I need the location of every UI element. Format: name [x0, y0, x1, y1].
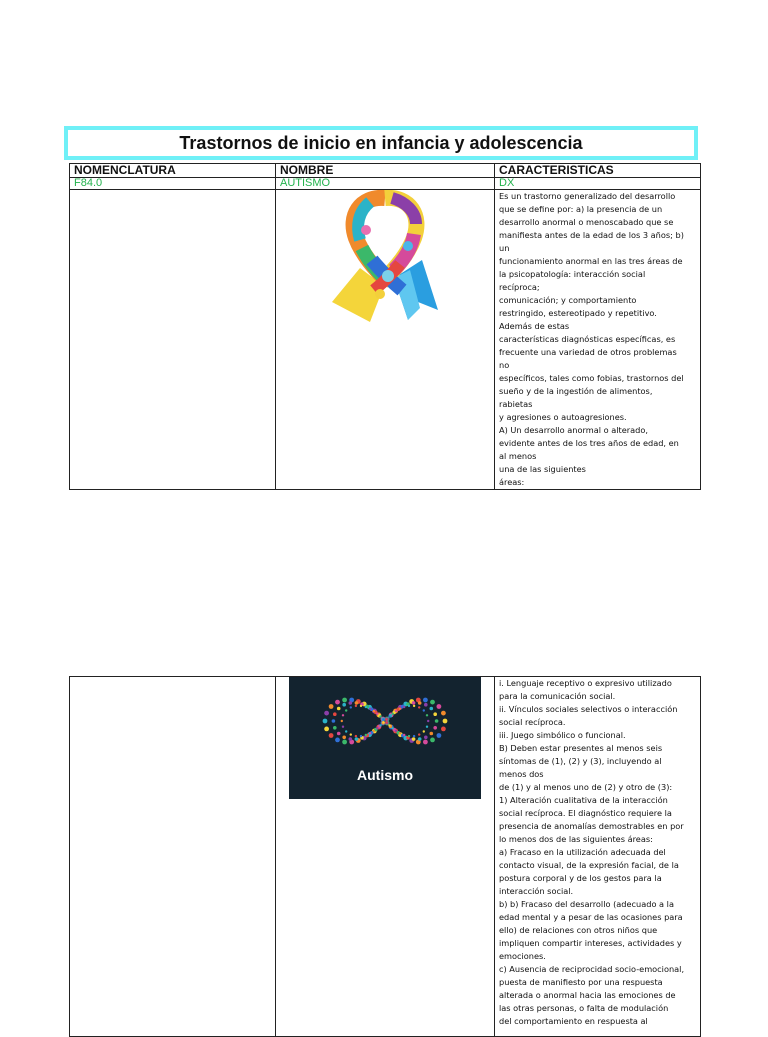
disorders-table-continued [69, 676, 701, 1037]
title-band [64, 126, 698, 160]
description-line: edad mental y a pesar de las ocasiones para [499, 912, 683, 922]
description-line: b) b) Fracaso del desarrollo (adecuado a la [499, 899, 674, 909]
description-line: al menos [499, 451, 537, 461]
description-line: social recíproca. El diagnóstico requiere la [499, 808, 672, 818]
description-line: rabietas [499, 399, 533, 409]
description-line: interacción social. [499, 886, 574, 896]
infinity-dots-icon [289, 677, 481, 757]
name-cell: AUTISMO [276, 178, 495, 190]
description-line: la psicopatología: interacción social [499, 269, 646, 279]
description-line: un [499, 243, 510, 253]
description-line: características diagnósticas específicas, es [499, 334, 676, 344]
description-line: que se define por: a) la presencia de un [499, 204, 663, 214]
header-row [70, 164, 701, 178]
description-cell [495, 190, 701, 490]
page-title: Trastornos de inicio en infancia y adolescencia [68, 130, 694, 156]
description-line: puesta de manifiesto por una respuesta [499, 977, 663, 987]
dx-cell: DX [495, 178, 701, 190]
description-cell [495, 677, 701, 1037]
description-line: social recíproca. [499, 717, 566, 727]
header-nombre: NOMBRE [276, 164, 495, 178]
description-line: impliquen compartir intereses, actividades y [499, 938, 682, 948]
empty-cell [70, 677, 276, 1037]
description-line: específicos, tales como fobias, trastornos del [499, 373, 684, 383]
ribbon-image-cell [276, 190, 495, 490]
description-line: postura corporal y de los gestos para la [499, 873, 662, 883]
table-row [70, 677, 701, 1037]
description-line: funcionamiento anormal en las tres áreas de [499, 256, 683, 266]
infinity-image [289, 677, 481, 799]
description-line: una de las siguientes [499, 464, 586, 474]
description-line: i. Lenguaje receptivo o expresivo utilizado [499, 678, 672, 688]
description-line: frecuente una variedad de otros problemas [499, 347, 677, 357]
description-line: contacto visual, de la expresión facial, de la [499, 860, 679, 870]
description-line: las otras personas, o falta de modulación [499, 1003, 669, 1013]
description-line: áreas: [499, 477, 525, 487]
description-line: del comportamiento en respuesta al [499, 1016, 648, 1026]
description-line: lo menos dos de las siguientes áreas: [499, 834, 653, 844]
description-line: recíproca; [499, 282, 540, 292]
table-row [70, 190, 701, 490]
description-line: manifiesta antes de la edad de los 3 años; b) [499, 230, 684, 240]
puzzle-ribbon-image [330, 190, 440, 330]
description-line: no [499, 360, 510, 370]
description-line: comunicación; y comportamiento [499, 295, 637, 305]
description-line: sueño y de la ingestión de alimentos, [499, 386, 653, 396]
description-line: A) Un desarrollo anormal o alterado, [499, 425, 648, 435]
description-line: Además de estas [499, 321, 570, 331]
header-nomenclatura: NOMENCLATURA [70, 164, 276, 178]
description-line: emociones. [499, 951, 546, 961]
description-line: presencia de anomalías demostrables en por [499, 821, 684, 831]
header-caracteristicas: CARACTERISTICAS [495, 164, 701, 178]
infinity-label: Autismo [357, 767, 413, 783]
empty-cell [70, 190, 276, 490]
description-line: menos dos [499, 769, 544, 779]
description-line: Es un trastorno generalizado del desarrollo [499, 191, 676, 201]
description-line: síntomas de (1), (2) y (3), incluyendo al [499, 756, 662, 766]
description-line: ii. Vínculos sociales selectivos o interacción [499, 704, 678, 714]
description-line: y agresiones o autoagresiones. [499, 412, 627, 422]
description-line: iii. Juego simbólico o funcional. [499, 730, 626, 740]
description-line: ello) de relaciones con otros niños que [499, 925, 658, 935]
description-line: a) Fracaso en la utilización adecuada del [499, 847, 666, 857]
description-line: restringido, estereotipado y repetitivo. [499, 308, 657, 318]
description-line: desarrollo anormal o menoscabado que se [499, 217, 674, 227]
description-line: B) Deben estar presentes al menos seis [499, 743, 663, 753]
description-line: evidente antes de los tres años de edad, en [499, 438, 679, 448]
description-line: alterada o anormal hacia las emociones de [499, 990, 676, 1000]
description-line: c) Ausencia de reciprocidad socio-emocional, [499, 964, 685, 974]
description-line: de (1) y al menos uno de (2) y otro de (3): [499, 782, 673, 792]
description-line: 1) Alteración cualitativa de la interacción [499, 795, 668, 805]
infinity-image-cell [276, 677, 495, 1037]
disorders-table [69, 163, 701, 490]
subheader-row [70, 178, 701, 190]
description-line: para la comunicación social. [499, 691, 616, 701]
code-cell: F84.0 [70, 178, 276, 190]
